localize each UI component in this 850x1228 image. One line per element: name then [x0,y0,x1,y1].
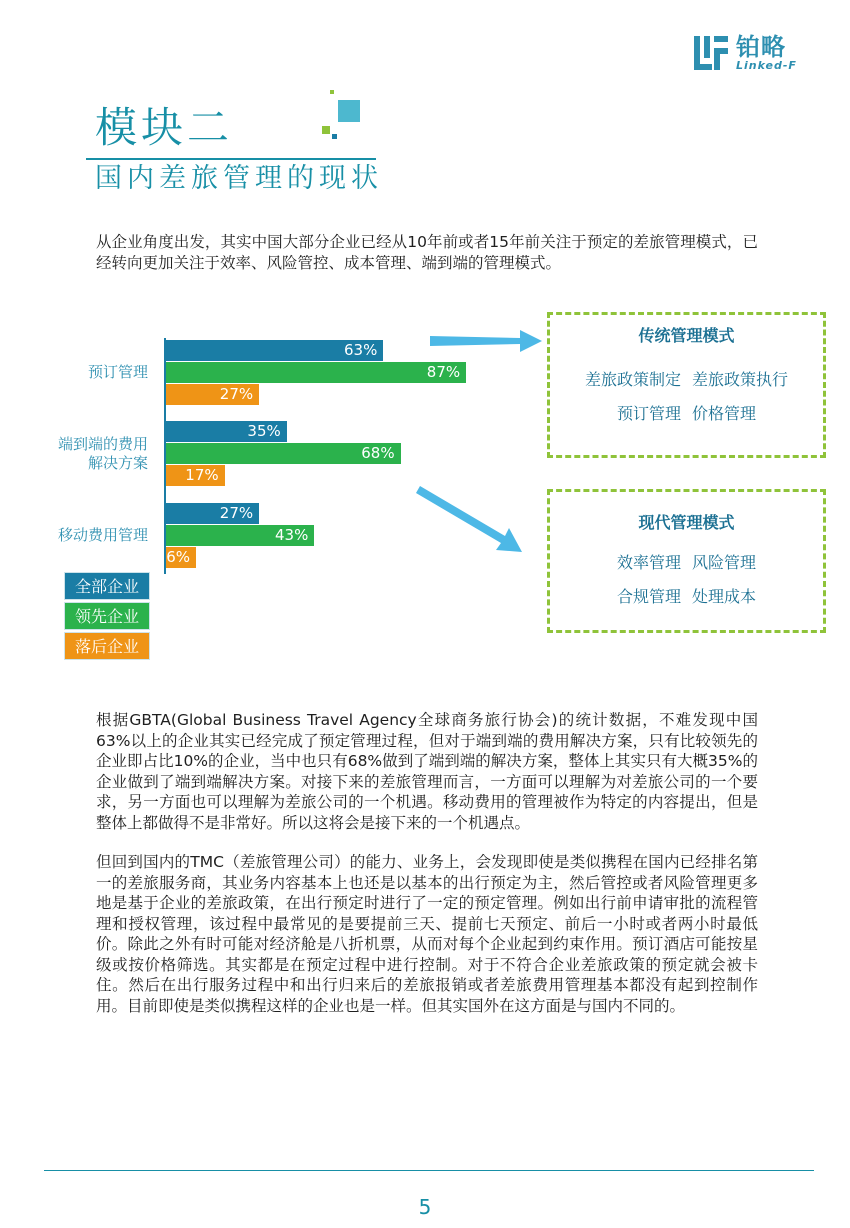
bar-leading [166,525,314,546]
logo-mark-icon [692,34,730,72]
arrow-to-traditional-icon [430,330,542,352]
legend-leading-enterprises: 领先企业 [64,602,150,630]
legend-lagging-enterprises: 落后企业 [64,632,150,660]
module-title: 模块二 [95,103,234,152]
bar-value-label: 27% [219,504,254,522]
modern-mode-line-2: 合规管理 处理成本 [616,587,757,606]
traditional-mode-box [547,312,826,458]
brand-name-en: Linked-F [736,59,797,72]
chart-legend [64,572,150,662]
title-underline [86,158,376,160]
arrow-to-modern-icon [416,486,522,552]
page-number: 5 [418,1195,432,1219]
bar-leading [166,362,466,383]
category-label-line: 端到端的费用 [57,434,148,453]
category-label-line: 移动费用管理 [57,526,148,544]
bar-value-label: 27% [219,385,254,403]
bar-lagging [166,465,225,486]
module-subtitle: 国内差旅管理的现状 [95,163,383,194]
bar-value-label: 68% [361,444,395,462]
modern-mode-box [547,489,826,633]
intro-paragraph: 从企业角度出发，其实中国大部分企业已经从10年前或者15年前关注于预定的差旅管理模式，已经转向更加关注于效率、风险管控、成本管理、端到端的管理模式。 [96,233,758,272]
legend-all-enterprises: 全部企业 [64,572,150,600]
footer-divider [44,1170,814,1171]
traditional-mode-title: 传统管理模式 [638,326,735,345]
bar-all [166,503,259,524]
category-label [20,435,148,473]
modern-mode-title: 现代管理模式 [638,513,735,532]
bar-lagging [166,384,259,405]
bar-value-label: 6% [166,548,190,566]
bar-value-label: 17% [185,466,219,484]
category-label-line: 解决方案 [87,453,148,472]
traditional-mode-line-2: 预订管理 价格管理 [616,404,757,423]
bar-value-label: 87% [426,363,461,381]
bar-all [166,421,287,442]
bar-value-label: 63% [344,341,378,359]
bar-lagging [166,547,196,568]
traditional-mode-line-1: 差旅政策制定 差旅政策执行 [584,370,789,389]
modern-mode-line-1: 效率管理 风险管理 [616,553,757,572]
bar-all [166,340,383,361]
bar-value-label: 35% [247,422,281,440]
tmc-paragraph: 但回到国内的TMC（差旅管理公司）的能力、业务上，会发现即使是类似携程在国内已经排名第一的差旅服务商，其业务内容基本上也还是以基本的出行预定为主，然后管控或者风险管理更多地是基于企业的差旅政策，在出行预定时进行了一定的预定管理。例如出行前申请审批的流程管理和授权管理，该过程中最常见的是要提前三天、提前七天预定、前后一小时或者两小时最低价。除此之外有时可能对经济舱是八折机票，从而对每个企业起到约束作用。预订酒店可能按星级或按价格筛选。其实都是在预定过程中进行控制。对于不符合企业差旅政策的预定就会被卡住。然后在出行服务过程中和出行归来后的差旅报销或者差旅费用管理基本都没有起到控制作用。目前即使是类似携程这样的企业也是一样。但其实国外在这方面是与国内不同的。 [96,853,758,1015]
category-label [20,526,148,545]
gbta-paragraph: 根据GBTA(Global Business Travel Agency全球商务旅行协会)的统计数据，不难发现中国63%以上的企业其实已经完成了预定管理过程，但对于端到端的费用解决方案，只有比较领先的企业即占比10%的企业，当中也只有68%做到了端到端的解决方案，整体上其实只有大概35%的企业做到了端到端解决方案。对接下来的差旅管理而言，一方面可以理解为对差旅公司的一个要求，另一方面也可以理解为差旅公司的一个机遇。移动费用的管理被作为特定的内容提出，但是整体上都做得不是非常好。所以这将会是接下来的一个机遇点。 [96,711,758,832]
brand-logo [692,32,812,74]
brand-name-cn: 铂略 [736,33,786,61]
chart-area [0,300,850,670]
category-label-line: 预订管理 [87,363,148,381]
category-label [20,363,148,382]
decorative-squares-icon [318,90,368,142]
bar-leading [166,443,401,464]
bar-value-label: 43% [275,526,309,544]
